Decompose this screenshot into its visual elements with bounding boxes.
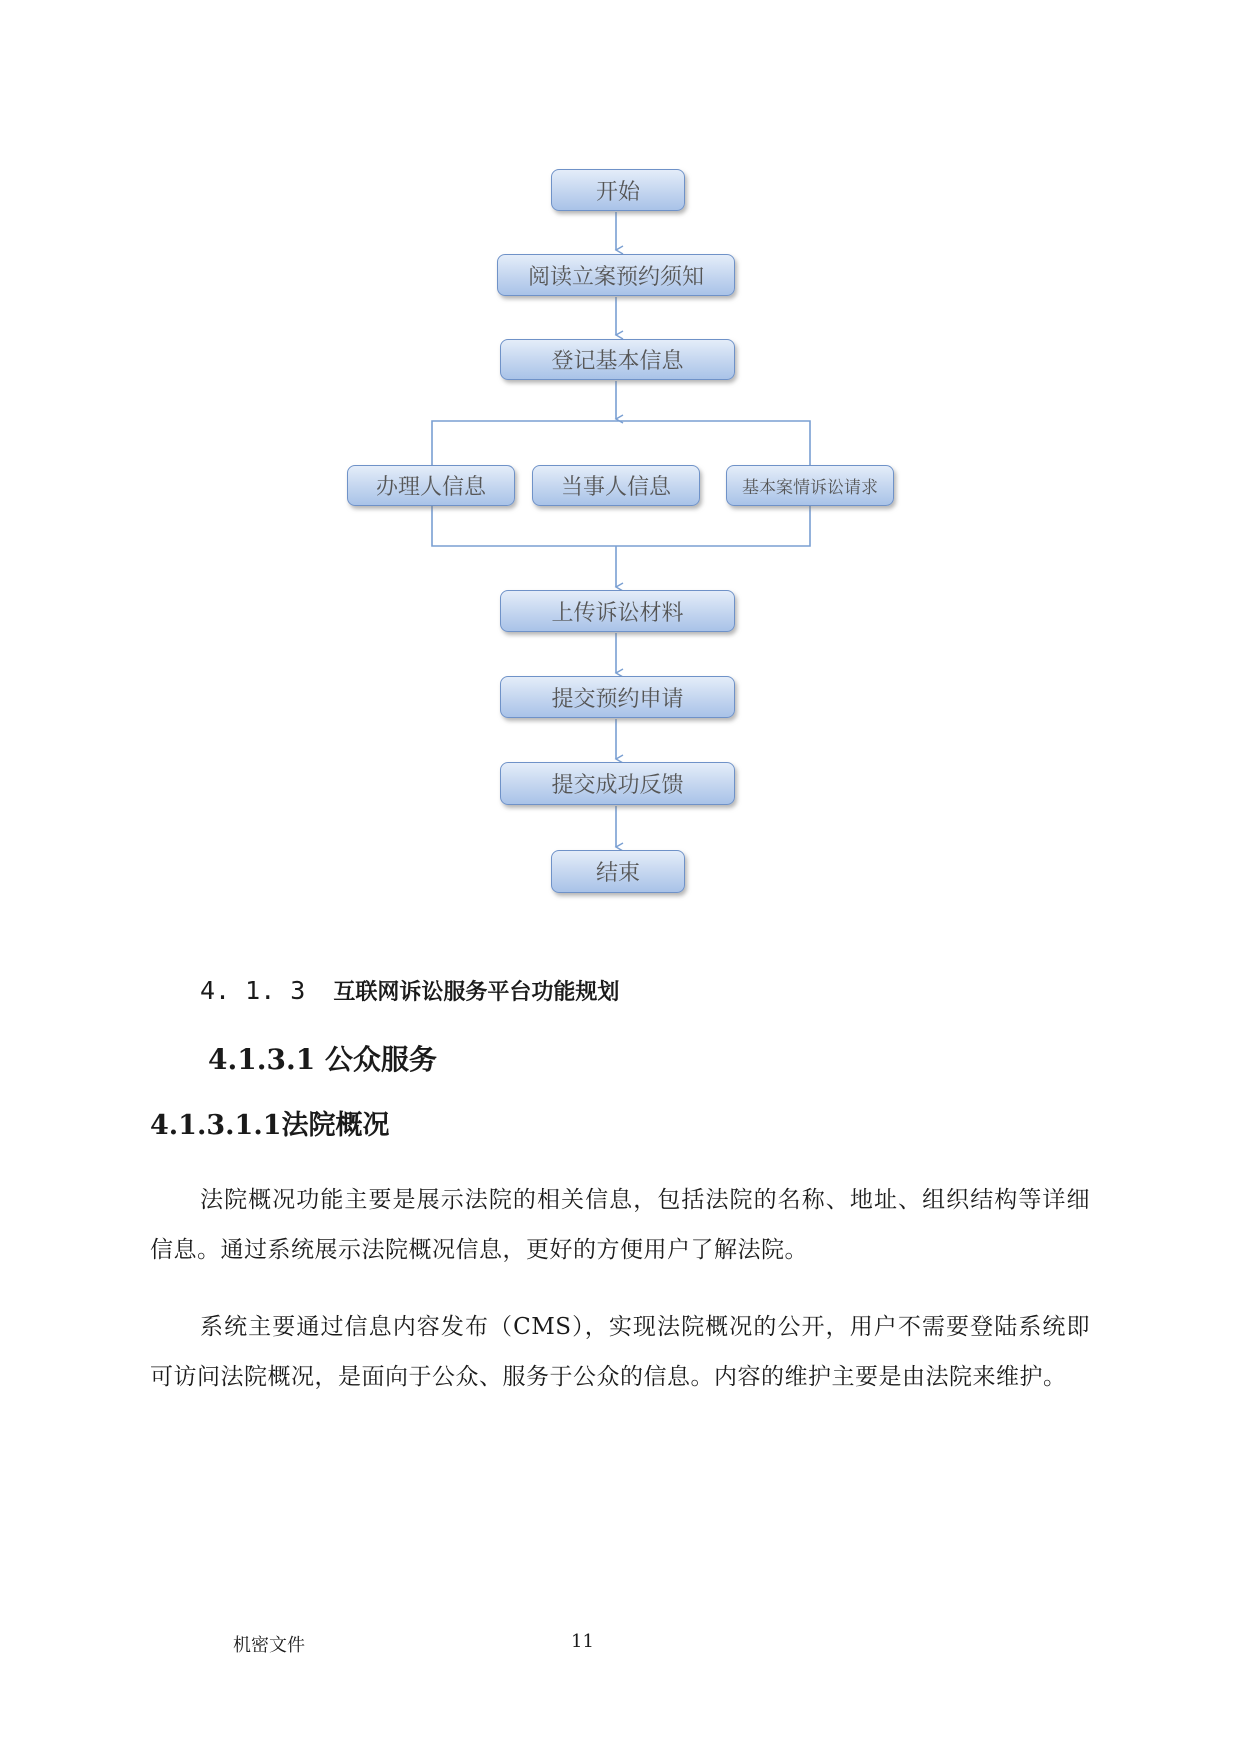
flow-node-read-notice: 阅读立案预约须知 [497,254,735,296]
section-title: 互联网诉讼服务平台功能规划 [333,980,620,1005]
flow-node-submit-request: 提交预约申请 [500,676,735,718]
subsubsection-heading: 4.1.3.1.1法院概况 [150,1110,390,1141]
connector-branch-top [432,421,810,468]
flow-node-start: 开始 [551,169,685,211]
flow-node-upload-materials: 上传诉讼材料 [500,590,735,632]
section-heading [200,975,619,1006]
flow-node-end: 结束 [551,850,685,893]
flow-node-register-info: 登记基本信息 [500,339,735,380]
footer-page-number: 11 [571,1631,594,1652]
footer-confidential-label: 机密文件 [233,1635,305,1656]
flow-node-case-claims: 基本案情诉讼请求 [726,465,894,506]
subsection-heading: 4.1.3.1 公众服务 [208,1043,437,1076]
paragraph-cms-publishing: 系统主要通过信息内容发布（CMS），实现法院概况的公开，用户不需要登陆系统即可访问法院概况，是面向于公众、服务于公众的信息。内容的维护主要是由法院来维护。 [150,1314,1090,1390]
flow-node-handler-info: 办理人信息 [347,465,515,506]
section-number: 4. 1. 3 [200,976,306,1005]
flow-node-party-info: 当事人信息 [532,465,700,506]
connector-branch-bottom [432,506,810,546]
flow-node-submit-feedback: 提交成功反馈 [500,762,735,805]
paragraph-court-overview: 法院概况功能主要是展示法院的相关信息，包括法院的名称、地址、组织结构等详细信息。通过系统展示法院概况信息，更好的方便用户了解法院。 [150,1187,1090,1263]
